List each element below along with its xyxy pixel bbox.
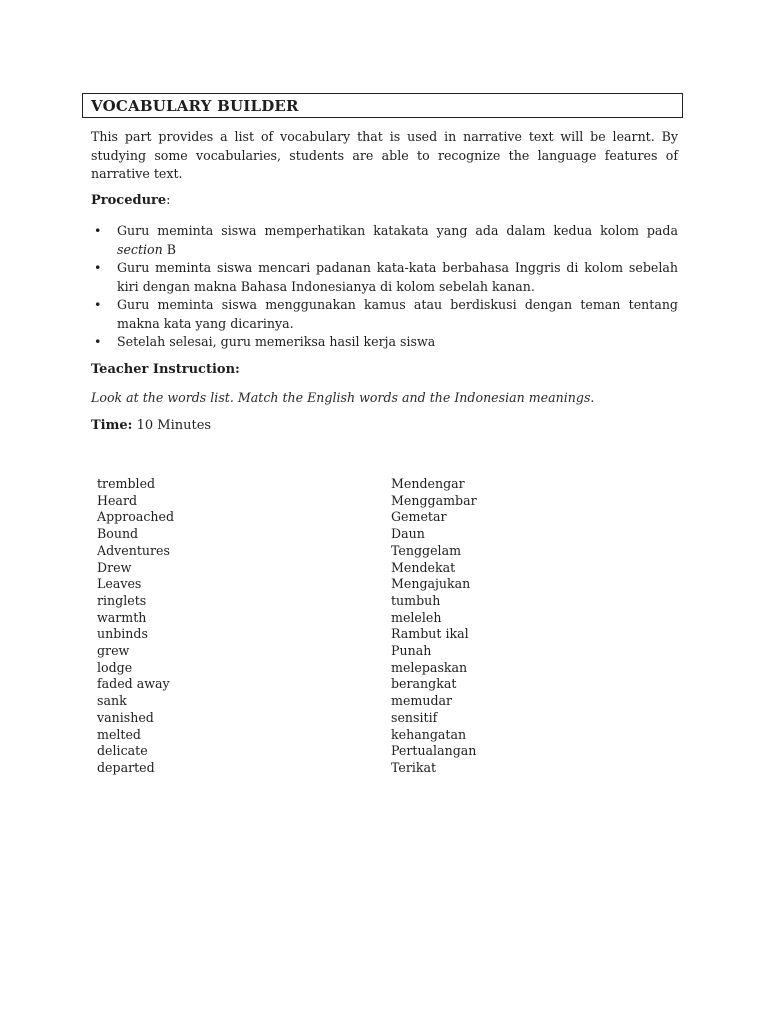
english-word: vanished (97, 709, 154, 725)
procedure-label: Procedure (91, 193, 167, 208)
english-word: warmth (97, 609, 147, 625)
list-item (91, 296, 678, 333)
procedure-item-text: Guru meminta siswa mencari padanan kata-kata berbahasa Inggris di kolom sebelah kiri dengan makna Bahasa Indonesianya di kolom sebelah kanan. (117, 260, 678, 294)
english-word: Drew (97, 559, 132, 575)
indonesian-word: kehangatan (391, 726, 467, 742)
english-word: departed (97, 759, 155, 775)
time-line (91, 418, 211, 433)
procedure-item-text: Guru meminta siswa memperhatikan katakata yang ada dalam kedua kolom pada (117, 223, 678, 238)
english-word: Leaves (97, 576, 142, 592)
teacher-instruction-text: Look at the words list. Match the English words and the Indonesian meanings. (91, 390, 595, 405)
english-word: faded away (97, 676, 170, 692)
bullet-icon: • (94, 260, 102, 275)
list-item (91, 259, 678, 296)
indonesian-word: Rambut ikal (391, 626, 469, 642)
indonesian-word: Terikat (391, 759, 437, 775)
procedure-item-italic: section (117, 241, 163, 257)
indonesian-word: Punah (391, 643, 432, 659)
english-word: grew (97, 643, 130, 659)
english-word: lodge (97, 659, 133, 675)
indonesian-word: melepaskan (391, 659, 468, 675)
english-word: Adventures (97, 542, 170, 558)
bullet-icon: • (94, 334, 102, 349)
procedure-colon: : (166, 193, 171, 208)
english-word: trembled (97, 476, 156, 491)
english-word: melted (97, 726, 141, 742)
indonesian-word: memudar (391, 693, 453, 709)
indonesian-word: Gemetar (391, 509, 447, 525)
procedure-list (91, 222, 678, 352)
section-title: VOCABULARY BUILDER (91, 97, 299, 115)
english-word: Bound (97, 526, 139, 542)
english-word: unbinds (97, 626, 148, 642)
time-label: Time: (91, 418, 133, 433)
section-title-box (82, 93, 683, 118)
procedure-item-tail: B (162, 241, 177, 257)
procedure-item-text: Setelah selesai, guru memeriksa hasil kerja siswa (117, 334, 436, 349)
list-item (91, 222, 678, 259)
indonesian-word: berangkat (391, 676, 457, 692)
english-word: delicate (97, 743, 148, 759)
indonesian-word: Mendekat (391, 559, 456, 575)
indonesian-word: Mengajukan (391, 576, 471, 592)
english-word: ringlets (97, 592, 147, 608)
intro-paragraph: This part provides a list of vocabulary that is used in narrative text will be learnt. By studying some vocabularies, students are able to recognize the language features of narrative text. (91, 129, 678, 181)
indonesian-word: sensitif (391, 709, 438, 725)
list-item (91, 333, 678, 352)
time-value: 10 Minutes (136, 418, 212, 433)
english-word: sank (97, 693, 127, 709)
indonesian-word: Tenggelam (391, 542, 462, 558)
english-word-list (97, 476, 174, 777)
indonesian-word: Daun (391, 526, 425, 542)
english-word: Approached (97, 509, 175, 525)
indonesian-word: Pertualangan (391, 743, 477, 759)
indonesian-word: Mendengar (391, 476, 465, 491)
procedure-heading (91, 193, 171, 208)
indonesian-word-list (391, 476, 477, 777)
teacher-instruction-label: Teacher Instruction: (91, 362, 240, 377)
indonesian-word: meleleh (391, 609, 442, 625)
indonesian-word: Menggambar (391, 492, 477, 508)
english-word: Heard (97, 492, 138, 508)
procedure-item-text: Guru meminta siswa menggunakan kamus atau berdiskusi dengan teman tentang makna kata yang dicarinya. (117, 297, 678, 331)
bullet-icon: • (94, 223, 102, 238)
indonesian-word: tumbuh (391, 592, 441, 608)
bullet-icon: • (94, 297, 102, 312)
